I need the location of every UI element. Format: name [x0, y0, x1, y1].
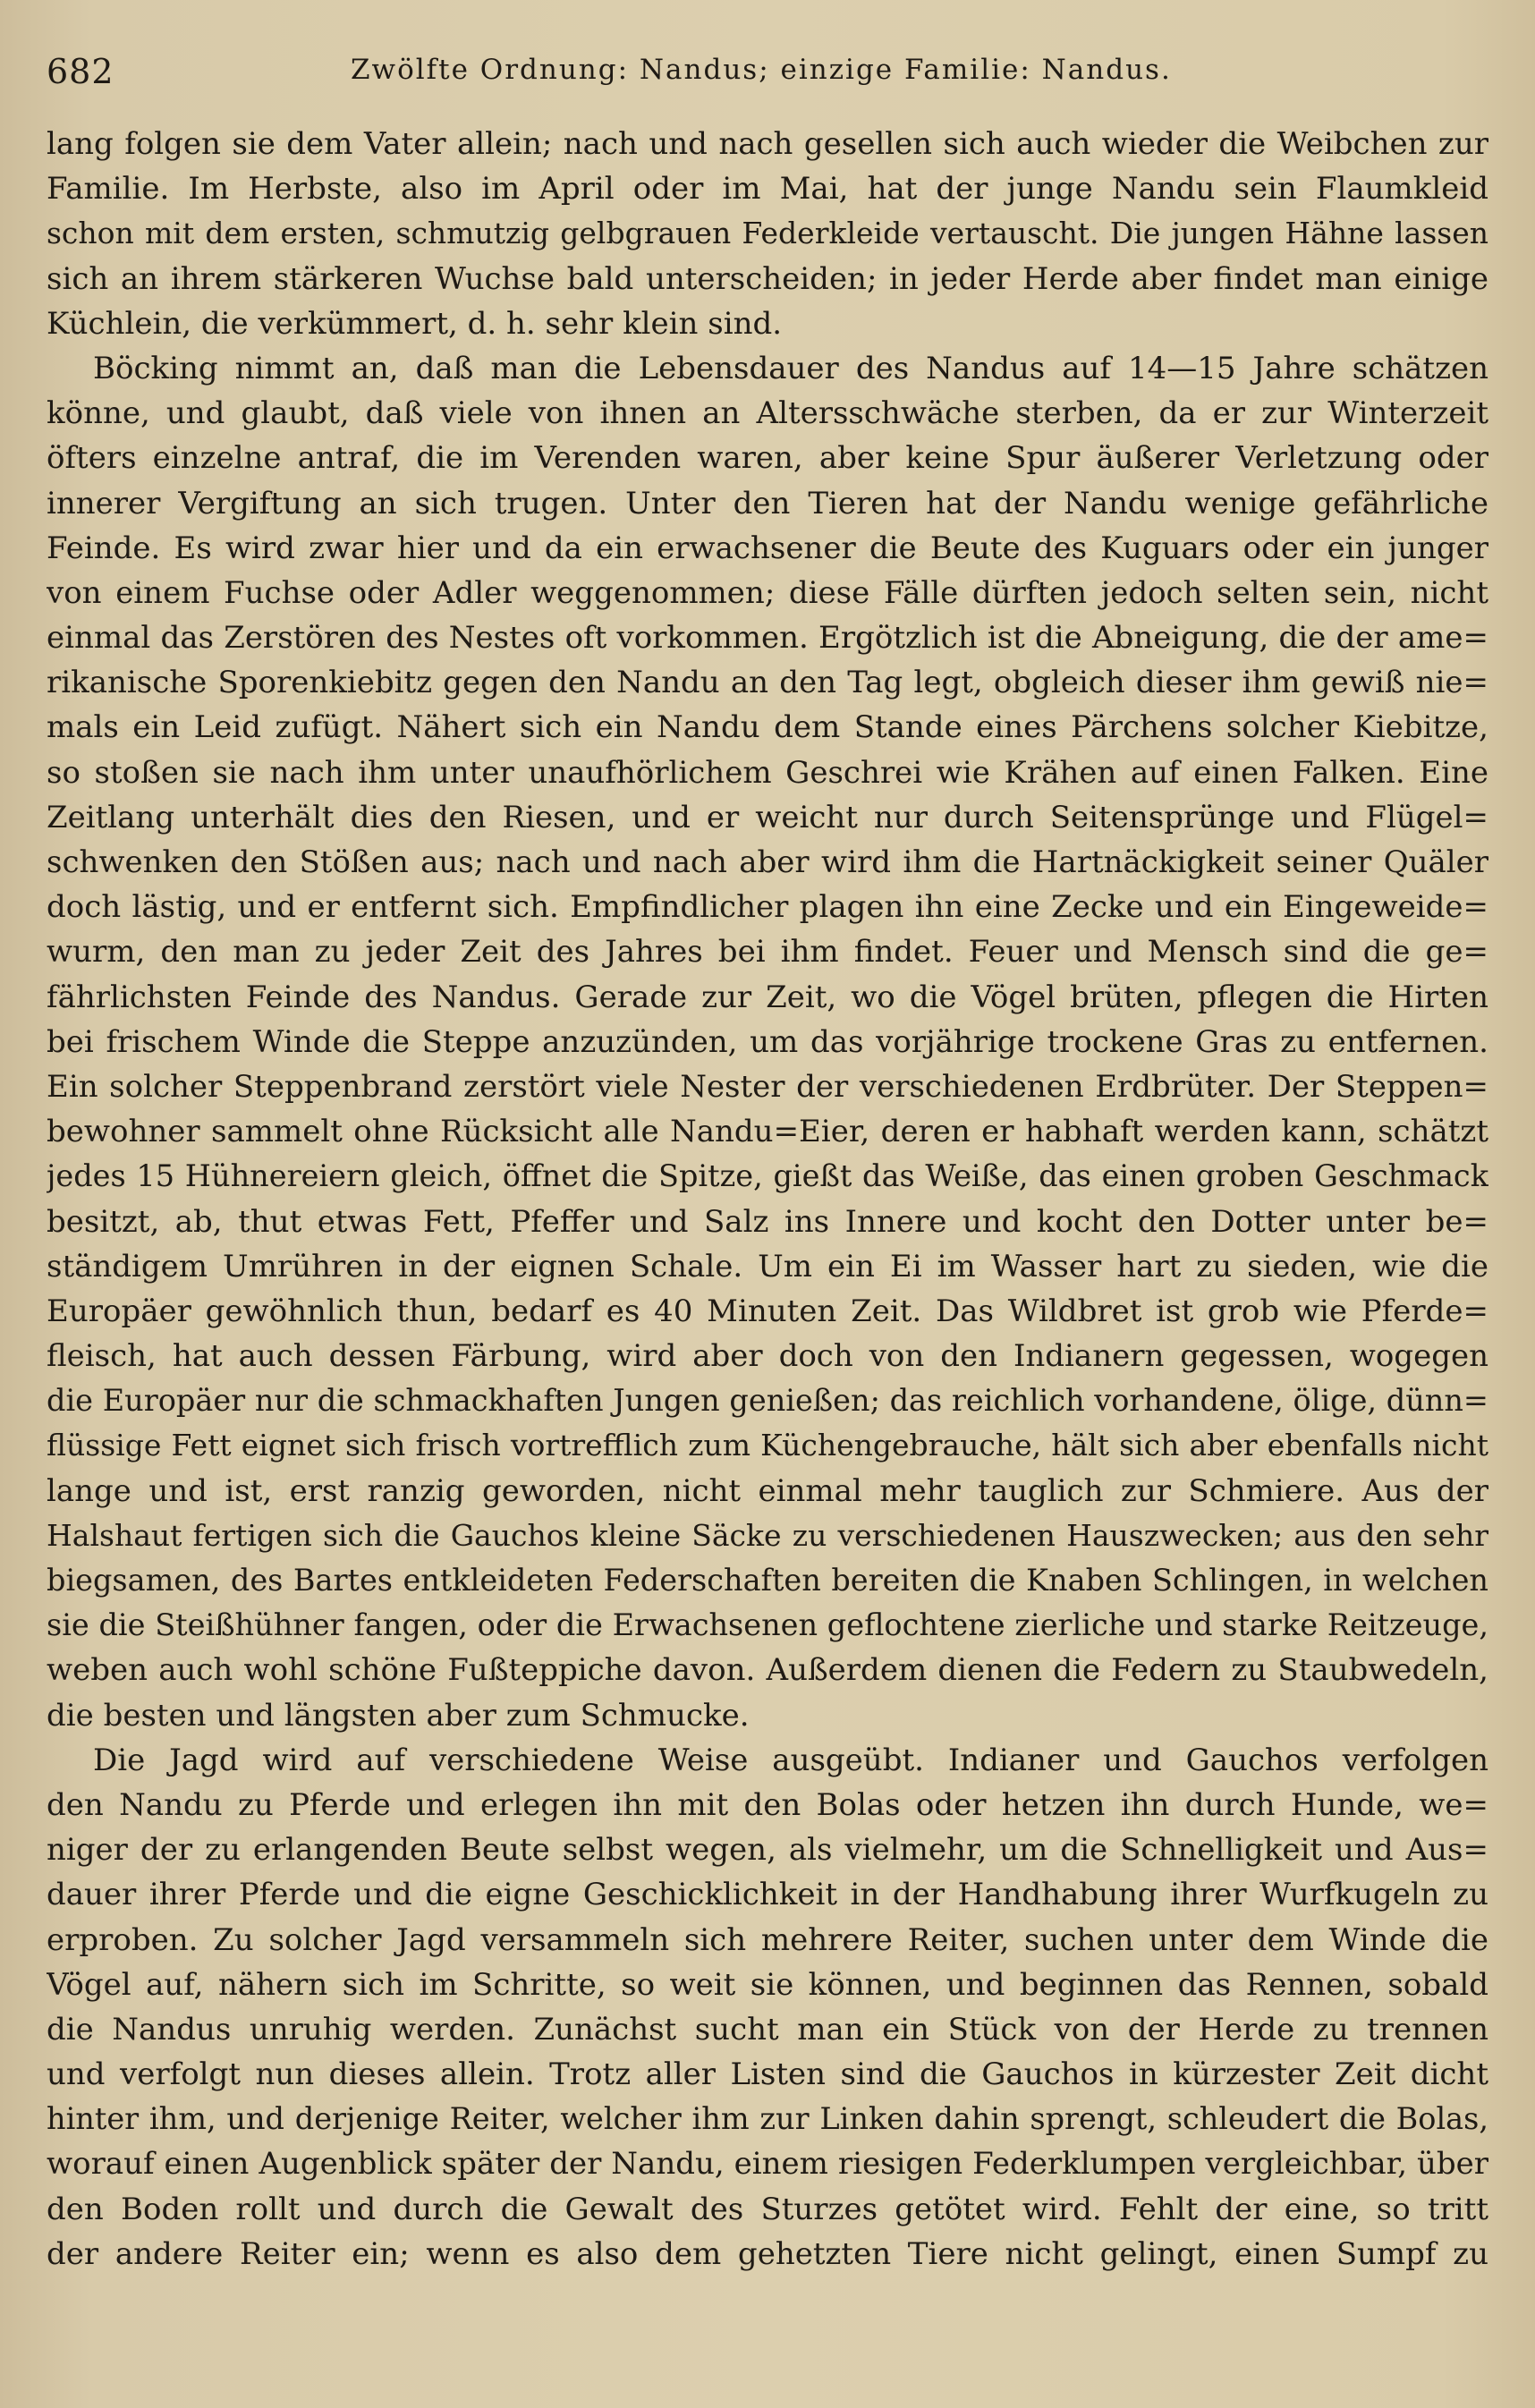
- text-line: doch lästig, und er entfernt sich. Empfindlicher plagen ihn eine Zecke und ein Eingeweide=: [47, 889, 1488, 926]
- text-line: fährlichsten Feinde des Nandus. Gerade zur Zeit, wo die Vögel brüten, pflegen die Hirten: [47, 979, 1488, 1015]
- text-line: Die Jagd wird auf verschiedene Weise ausgeübt. Indianer und Gauchos verfolgen: [93, 1742, 1488, 1778]
- text-line: so stoßen sie nach ihm unter unaufhörlichem Geschrei wie Krähen auf einen Falken. Eine: [47, 754, 1488, 791]
- text-line: Europäer gewöhnlich thun, bedarf es 40 Minuten Zeit. Das Wildbret ist grob wie Pferde=: [47, 1293, 1488, 1329]
- text-line: weben auch wohl schöne Fußteppiche davon. Außerdem dienen die Federn zu Staubwedeln,: [47, 1652, 1488, 1689]
- text-line: schwenken den Stößen aus; nach und nach aber wird ihm die Hartnäckigkeit seiner Quäler: [47, 844, 1488, 880]
- text-line: der andere Reiter ein; wenn es also dem gehetzten Tiere nicht gelingt, einen Sumpf zu: [47, 2235, 1488, 2272]
- text-line: von einem Fuchse oder Adler weggenommen; diese Fälle dürften jedoch selten sein, nicht: [47, 574, 1488, 611]
- text-line: einmal das Zerstören des Nestes oft vorkommen. Ergötzlich ist die Abneigung, die der ame=: [47, 620, 1488, 657]
- text-line: rikanische Sporenkiebitz gegen den Nandu an den Tag legt, obgleich dieser ihm gewiß nie=: [47, 665, 1488, 701]
- text-line: fleisch, hat auch dessen Färbung, wird aber doch von den Indianern gegessen, wogegen: [47, 1338, 1488, 1375]
- text-line: Küchlein, die verkümmert, d. h. sehr klein sind.: [47, 305, 783, 342]
- text-line: Böcking nimmt an, daß man die Lebensdauer des Nandus auf 14—15 Jahre schätzen: [93, 350, 1488, 386]
- text-line: den Boden rollt und durch die Gewalt des Sturzes getötet wird. Fehlt der eine, so tritt: [47, 2191, 1488, 2227]
- text-line: jedes 15 Hühnereiern gleich, öffnet die Spitze, gießt das Weiße, das einen groben Geschmack: [47, 1158, 1488, 1194]
- text-line: ständigem Umrühren in der eignen Schale. Um ein Ei im Wasser hart zu sieden, wie die: [47, 1248, 1488, 1285]
- text-line: hinter ihm, und derjenige Reiter, welcher ihm zur Linken dahin sprengt, schleudert die Bolas,: [47, 2101, 1488, 2137]
- text-line: lange und ist, erst ranzig geworden, nicht einmal mehr tauglich zur Schmiere. Aus der: [47, 1472, 1488, 1509]
- text-line: sich an ihrem stärkeren Wuchse bald unterscheiden; in jeder Herde aber findet man einige: [47, 260, 1488, 297]
- text-line: mals ein Leid zufügt. Nähert sich ein Nandu dem Stande eines Pärchens solcher Kiebitze,: [47, 709, 1488, 746]
- text-line: besitzt, ab, thut etwas Fett, Pfeffer und Salz ins Innere und kocht den Dotter unter be=: [47, 1203, 1488, 1240]
- text-line: lang folgen sie dem Vater allein; nach und nach gesellen sich auch wieder die Weibchen zur: [47, 126, 1488, 162]
- body-text: [47, 122, 1488, 2277]
- text-line: biegsamen, des Bartes entkleideten Federschaften bereiten die Knaben Schlingen, in welchen: [47, 1563, 1488, 1598]
- text-line: die Nandus unruhig werden. Zunächst sucht man ein Stück von der Herde zu trennen: [47, 2011, 1488, 2048]
- text-line: schon mit dem ersten, schmutzig gelbgrauen Federkleide vertauscht. Die jungen Hähne lassen: [47, 216, 1488, 251]
- text-line: und verfolgt nun dieses allein. Trotz aller Listen sind die Gauchos in kürzester Zeit dicht: [47, 2056, 1488, 2093]
- text-line: die Europäer nur die schmackhaften Jungen genießen; das reichlich vorhandene, ölige, dünn=: [47, 1383, 1488, 1419]
- page-number: 682: [47, 52, 114, 91]
- text-line: dauer ihrer Pferde und die eigne Geschicklichkeit in der Handhabung ihrer Wurfkugeln zu: [47, 1877, 1488, 1913]
- text-line: Feinde. Es wird zwar hier und da ein erwachsener die Beute des Kuguars oder ein junger: [47, 530, 1488, 566]
- text-line: Familie. Im Herbste, also im April oder im Mai, hat der junge Nandu sein Flaumkleid: [47, 171, 1488, 208]
- text-line: Halshaut fertigen sich die Gauchos kleine Säcke zu verschiedenen Hauszwecken; aus den sehr: [47, 1517, 1488, 1553]
- text-line: den Nandu zu Pferde und erlegen ihn mit den Bolas oder hetzen ihn durch Hunde, we=: [47, 1786, 1488, 1823]
- text-line: worauf einen Augenblick später der Nandu, einem riesigen Federklumpen vergleichbar, über: [47, 2146, 1488, 2183]
- text-line: könne, und glaubt, daß viele von ihnen an Altersschwäche sterben, da er zur Winterzeit: [47, 395, 1488, 432]
- text-line: Ein solcher Steppenbrand zerstört viele Nester der verschiedenen Erdbrüter. Der Steppen=: [47, 1068, 1488, 1105]
- text-line: die besten und längsten aber zum Schmucke.: [47, 1697, 750, 1734]
- text-line: sie die Steißhühner fangen, oder die Erwachsenen geflochtene zierliche und starke Reitzeuge,: [47, 1607, 1488, 1643]
- running-title: Zwölfte Ordnung: Nandus; einzige Familie: Nandus.: [351, 54, 1172, 86]
- text-line: öfters einzelne antraf, die im Verenden waren, aber keine Spur äußerer Verletzung oder: [47, 440, 1488, 477]
- text-line: erproben. Zu solcher Jagd versammeln sich mehrere Reiter, suchen unter dem Winde die: [47, 1921, 1488, 1958]
- running-header: [47, 52, 1488, 106]
- text-line: wurm, den man zu jeder Zeit des Jahres bei ihm findet. Feuer und Mensch sind die ge=: [47, 934, 1488, 971]
- text-line: flüssige Fett eignet sich frisch vortrefflich zum Küchengebrauche, hält sich aber ebenfalls nicht: [47, 1428, 1488, 1463]
- text-line: bei frischem Winde die Steppe anzuzünden, um das vorjährige trockene Gras zu entfernen.: [47, 1023, 1488, 1060]
- text-line: niger der zu erlangenden Beute selbst wegen, als vielmehr, um die Schnelligkeit und Aus=: [47, 1832, 1488, 1869]
- text-line: Vögel auf, nähern sich im Schritte, so weit sie können, und beginnen das Rennen, sobald: [47, 1966, 1488, 2003]
- text-line: Zeitlang unterhält dies den Riesen, und er weicht nur durch Seitensprünge und Flügel=: [47, 799, 1488, 835]
- text-line: bewohner sammelt ohne Rücksicht alle Nandu=Eier, deren er habhaft werden kann, schätzt: [47, 1114, 1488, 1150]
- text-line: innerer Vergiftung an sich trugen. Unter den Tieren hat der Nandu wenige gefährliche: [47, 485, 1488, 521]
